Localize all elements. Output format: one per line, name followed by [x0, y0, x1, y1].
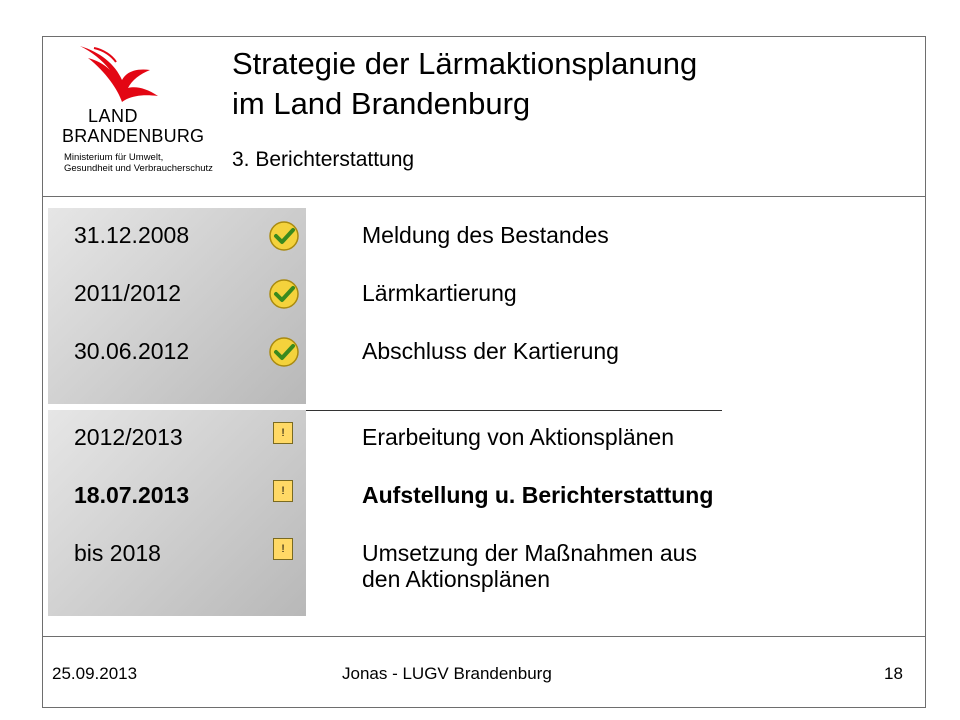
timeline-date: 2011/2012 — [74, 280, 182, 306]
eagle-icon — [70, 42, 170, 104]
timeline-description: Aufstellung u. Berichterstattung — [362, 482, 714, 508]
logo-text-land: LAND — [88, 106, 139, 126]
timeline-description: Meldung des Bestandes — [362, 222, 609, 248]
timeline-description-line: den Aktionsplänen — [362, 566, 550, 592]
brandenburg-logo — [52, 42, 212, 182]
timeline-description — [362, 540, 697, 592]
timeline-description: Erarbeitung von Aktionsplänen — [362, 424, 674, 450]
logo-text-brandenburg: BRANDENBURG — [62, 126, 205, 146]
checkmark-icon — [267, 277, 301, 311]
timeline-description: Abschluss der Kartierung — [362, 338, 619, 364]
header-divider — [42, 196, 926, 197]
timeline-description-line: Umsetzung der Maßnahmen aus — [362, 540, 697, 566]
timeline-date: 18.07.2013 — [74, 482, 190, 508]
timeline-date: 30.06.2012 — [74, 338, 190, 364]
warning-icon: ! — [273, 480, 293, 502]
timeline-description: Lärmkartierung — [362, 280, 517, 306]
timeline-date: 31.12.2008 — [74, 222, 190, 248]
section-separator — [306, 410, 722, 411]
page-title — [232, 44, 697, 124]
checkmark-icon — [267, 219, 301, 253]
timeline-date: bis 2018 — [74, 540, 161, 566]
timeline-date: 2012/2013 — [74, 424, 183, 450]
warning-icon: ! — [273, 538, 293, 560]
title-line-1: Strategie der Lärmaktionsplanung — [232, 46, 698, 81]
checkmark-icon — [267, 335, 301, 369]
title-line-2: im Land Brandenburg — [232, 86, 531, 121]
page-subtitle: 3. Berichterstattung — [232, 148, 415, 171]
footer-author: Jonas - LUGV Brandenburg — [342, 664, 552, 683]
logo-ministry-text: Ministerium für Umwelt, Gesundheit und Verbraucherschutz — [64, 152, 213, 174]
footer-date: 25.09.2013 — [52, 664, 138, 683]
warning-icon: ! — [273, 422, 293, 444]
footer-divider — [42, 636, 926, 637]
page-number: 18 — [884, 664, 903, 683]
